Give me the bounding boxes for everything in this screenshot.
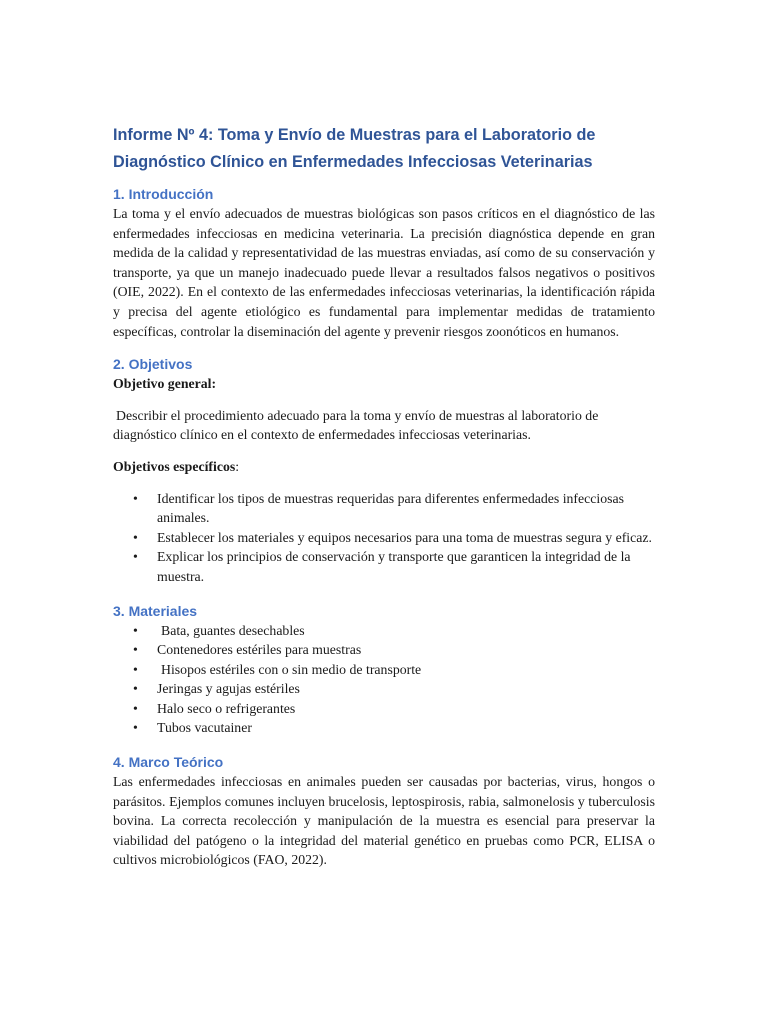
report-title bbox=[113, 122, 655, 176]
section-objectives bbox=[113, 354, 655, 586]
list-item bbox=[113, 640, 655, 660]
list-item-text: Tubos vacutainer bbox=[157, 720, 252, 736]
document-body bbox=[113, 122, 655, 870]
section-materials bbox=[113, 601, 655, 739]
list-item bbox=[113, 660, 655, 680]
list-item-text: Identificar los tipos de muestras requeridas para diferentes enfermedades infecciosas animales. bbox=[157, 490, 624, 526]
section-heading-introduction: 1. Introducción bbox=[113, 186, 214, 202]
materials-list bbox=[113, 621, 655, 739]
section-introduction bbox=[113, 184, 655, 341]
specific-objectives-list bbox=[113, 489, 655, 587]
list-item-text: Establecer los materiales y equipos necesarios para una toma de muestras segura y eficaz. bbox=[157, 529, 652, 545]
bullet-icon: • bbox=[133, 720, 138, 736]
list-item-text: Bata, guantes desechables bbox=[161, 622, 305, 638]
report-title-line-2: Diagnóstico Clínico en Enfermedades Infecciosas Veterinarias bbox=[113, 153, 593, 171]
list-item bbox=[113, 547, 655, 586]
general-objective-text: Describir el procedimiento adecuado para la toma y envío de muestras al laboratorio de diagnóstico clínico en el contexto de enfermedades infecciosas veterinarias. bbox=[113, 407, 599, 443]
bullet-icon: • bbox=[133, 700, 138, 716]
bullet-icon: • bbox=[133, 661, 138, 677]
list-item bbox=[113, 528, 655, 548]
list-item bbox=[113, 718, 655, 738]
section-heading-materials: 3. Materiales bbox=[113, 602, 198, 619]
bullet-icon: • bbox=[133, 529, 138, 545]
bullet-icon: • bbox=[133, 681, 138, 697]
list-item bbox=[113, 679, 655, 699]
bullet-icon: • bbox=[133, 642, 138, 658]
list-item bbox=[113, 699, 655, 719]
list-item-text: Explicar los principios de conservación y transporte que garanticen la integridad de la muestra. bbox=[157, 549, 631, 584]
bullet-icon: • bbox=[133, 622, 138, 638]
list-item bbox=[113, 489, 655, 528]
list-item bbox=[113, 621, 655, 641]
list-item-text: Hisopos estériles con o sin medio de transporte bbox=[161, 661, 422, 677]
report-title-line-1: Informe Nº 4: Toma y Envío de Muestras para el Laboratorio de bbox=[113, 126, 596, 144]
specific-objectives-label bbox=[113, 457, 655, 477]
specific-objectives-colon: : bbox=[235, 458, 240, 474]
section-heading-objectives: 2. Objetivos bbox=[113, 356, 193, 373]
general-objective-label: Objetivo general: bbox=[113, 376, 217, 392]
bullet-icon: • bbox=[133, 549, 138, 565]
specific-objectives-label-text: Objetivos específicos bbox=[113, 458, 236, 474]
list-item-text: Halo seco o refrigerantes bbox=[157, 700, 296, 716]
bullet-icon: • bbox=[133, 490, 138, 506]
list-item-text: Jeringas y agujas estériles bbox=[157, 681, 300, 697]
section-theory bbox=[113, 752, 655, 870]
introduction-paragraph: La toma y el envío adecuados de muestras biológicas son pasos críticos en el diagnóstico de las enfermedades infecciosas en medicina veterinaria. La precisión diagnóstica depende en gran medida de la calidad y representatividad de las muestras enviadas, así como de su conservación y transporte, ya que un manejo inadecuado puede llevar a resultados falsos negativos o positivos (OIE, 2022). En el contexto de las enfermedades infecciosas veterinarias, la identificación rápida y precisa del agente etiológico es fundamental para implementar medidas de tratamiento específicas, controlar la diseminación del agente y prevenir riesgos zoonóticos en humanos. bbox=[113, 206, 655, 339]
section-heading-theory: 4. Marco Teórico bbox=[113, 754, 224, 771]
theory-paragraph: Las enfermedades infecciosas en animales pueden ser causadas por bacterias, virus, hongos o parásitos. Ejemplos comunes incluyen brucelosis, leptospirosis, rabia, salmonelosis y tuberculosis bovina. La correcta recolección y manipulación de la muestra es esencial para preservar la viabilidad del patógeno o la integridad del material genético en pruebas como PCR, ELISA o cultivos microbiológicos (FAO, 2022). bbox=[113, 774, 655, 868]
list-item-text: Contenedores estériles para muestras bbox=[157, 642, 362, 658]
